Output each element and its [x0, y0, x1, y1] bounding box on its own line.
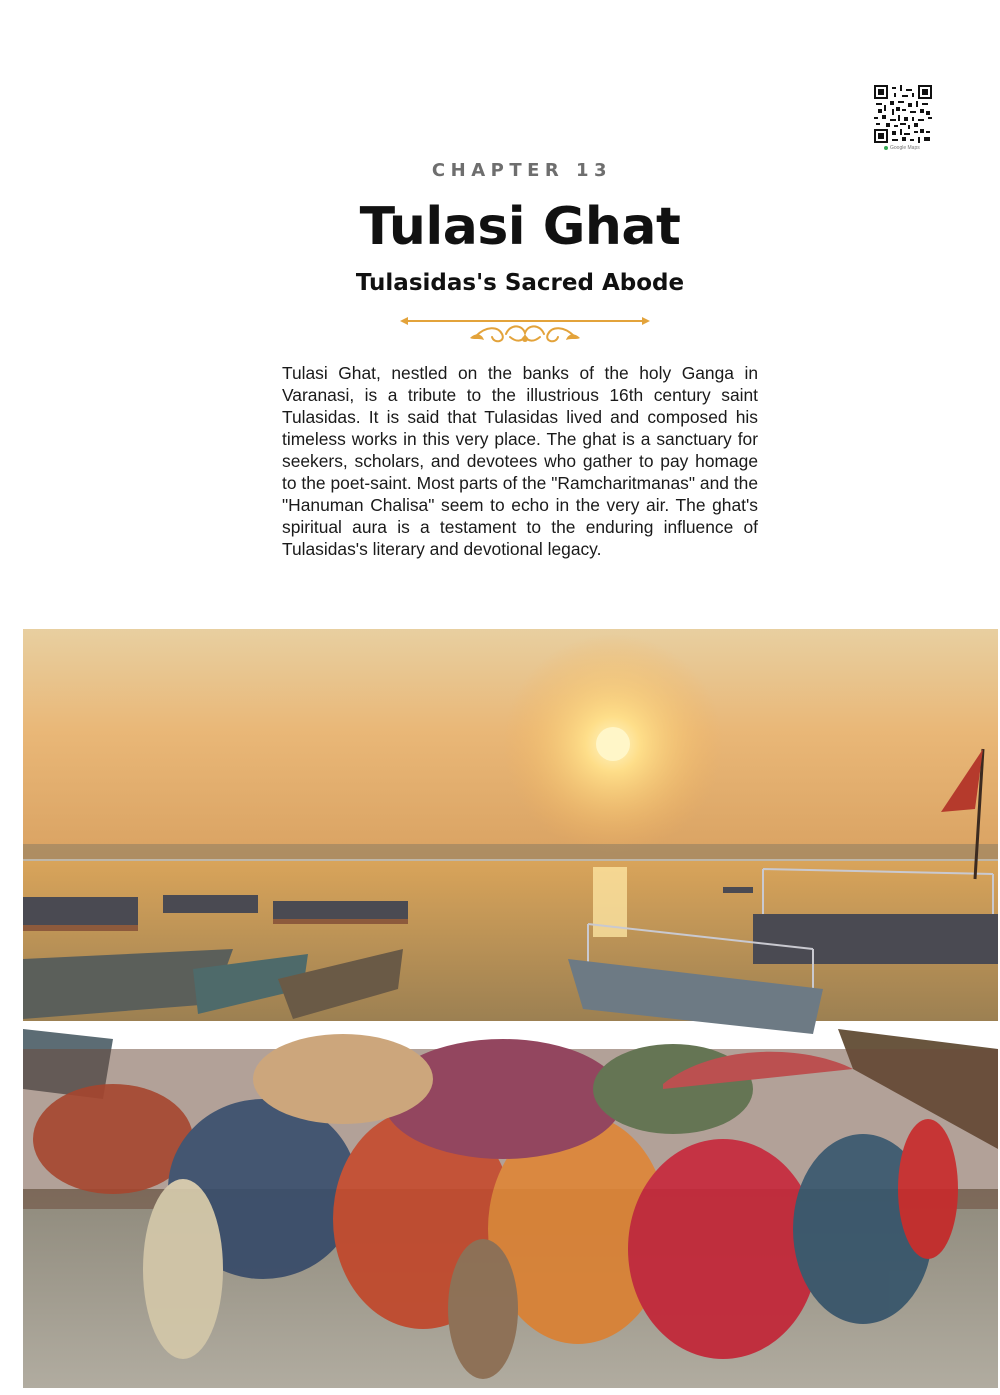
qr-caption-text: Google Maps: [890, 145, 920, 151]
body-paragraph: Tulasi Ghat, nestled on the banks of the holy Ganga in Varanasi, is a tribute to the illustrious 16th century saint Tulasidas. It is said that Tulasidas lived and composed his timeless works in this very place. The ghat is a sanctuary for seekers, scholars, and devotees who gather to pay homage to the poet-saint. Most parts of the "Ramcharitmanas" and the "Hanuman Chalisa" seem to echo in the very air. The ghat's spiritual aura is a testament to the enduring influence of Tulasidas's literary and devotional legacy.: [282, 363, 758, 559]
qr-caption: [884, 145, 920, 151]
page-title: Tulasi Ghat: [359, 197, 681, 257]
map-pin-icon: [884, 146, 888, 150]
ghat-sunrise-photo: [23, 629, 998, 1388]
page-subtitle: Tulasidas's Sacred Abode: [355, 270, 685, 296]
qr-code[interactable]: [874, 85, 932, 143]
ornament-divider-icon: [398, 312, 652, 346]
chapter-label: CHAPTER 13: [431, 160, 613, 181]
